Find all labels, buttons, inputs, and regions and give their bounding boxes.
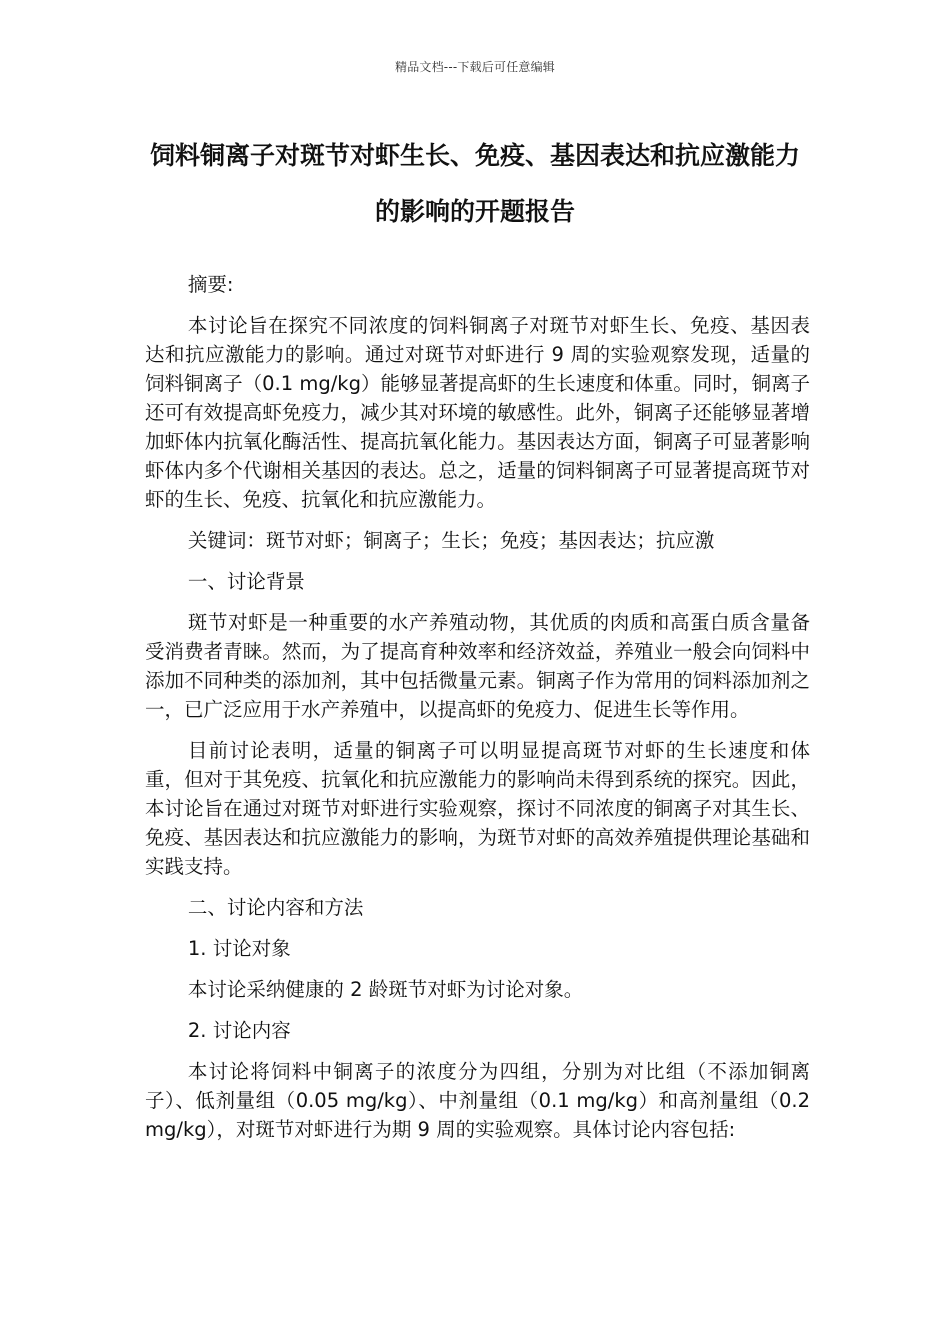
section-heading-methods: 二、讨论内容和方法 xyxy=(187,896,364,919)
abstract-paragraph: 本讨论旨在探究不同浓度的饲料铜离子对斑节对虾生长、免疫、基因表达和抗应激能力的影响。通过对斑节对虾进行 9 周的实验观察发现，适量的饲料铜离子（0.1 mg/kg）能够显著提高虾的生长速度和体重。同时，铜离子还可有效提高虾免疫力，减少其对环境的敏感性。此外，铜离子还能够显著增加虾体内抗氧化酶活性、提高抗氧化能力。基因表达方面，铜离子可显著影响虾体内多个代谢相关基因的表达。总之，适量的饲料铜离子可显著提高斑节对虾的生长、免疫、抗氧化和抗应激能力。 xyxy=(145,314,810,511)
keywords-line: 关键词：斑节对虾；铜离子；生长；免疫；基因表达；抗应激 xyxy=(187,529,715,552)
subheading-subjects: 1. 讨论对象 xyxy=(187,937,291,960)
content-paragraph: 本讨论将饲料中铜离子的浓度分为四组，分别为对比组（不添加铜离子）、低剂量组（0.05 mg/kg）、中剂量组（0.1 mg/kg）和高剂量组（0.2 mg/kg），对斑节对虾进行为期 9 周的实验观察。具体讨论内容包括: xyxy=(145,1060,810,1141)
abstract-label: 摘要: xyxy=(187,273,234,296)
background-paragraph-1: 斑节对虾是一种重要的水产养殖动物，其优质的肉质和高蛋白质含量备受消费者青睐。然而，为了提高育种效率和经济效益，养殖业一般会向饲料中添加不同种类的添加剂，其中包括微量元素。铜离子作为常用的饲料添加剂之一，已广泛应用于水产养殖中，以提高虾的免疫力、促进生长等作用。 xyxy=(145,611,810,721)
subheading-content: 2. 讨论内容 xyxy=(187,1019,291,1042)
page-header: 精品文档---下载后可任意编辑 xyxy=(395,60,555,74)
background-paragraph-2: 目前讨论表明，适量的铜离子可以明显提高斑节对虾的生长速度和体重，但对于其免疫、抗氧化和抗应激能力的影响尚未得到系统的探究。因此，本讨论旨在通过对斑节对虾进行实验观察，探讨不同浓度的铜离子对其生长、免疫、基因表达和抗应激能力的影响，为斑节对虾的高效养殖提供理论基础和实践支持。 xyxy=(145,739,810,878)
subjects-paragraph: 本讨论采纳健康的 2 龄斑节对虾为讨论对象。 xyxy=(187,978,584,1001)
document-body xyxy=(145,270,810,1156)
section-heading-background: 一、讨论背景 xyxy=(187,570,305,593)
document-title: 饲料铜离子对斑节对虾生长、免疫、基因表达和抗应激能力的影响的开题报告 xyxy=(149,141,800,226)
